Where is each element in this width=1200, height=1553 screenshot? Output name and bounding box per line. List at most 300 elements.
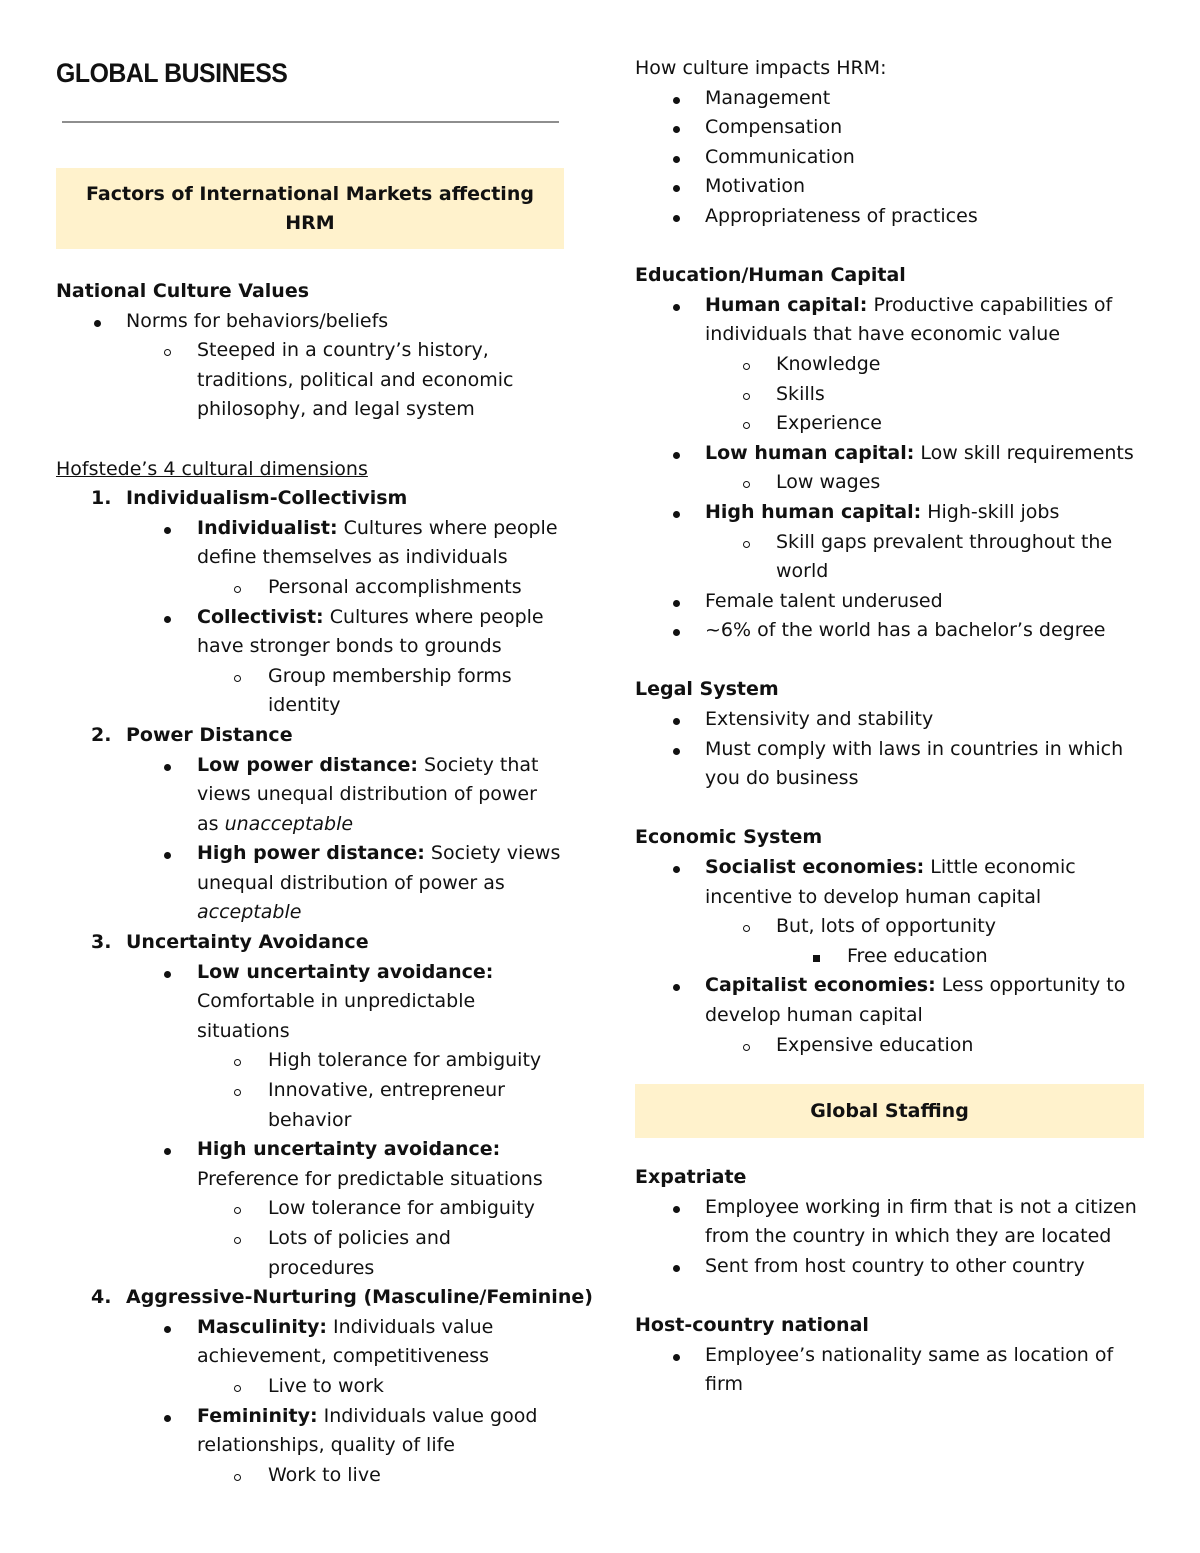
line-text xyxy=(268,1372,384,1402)
line-body: incentive to develop human capital xyxy=(705,885,1042,908)
list-item xyxy=(635,1001,1155,1031)
bullet-icon xyxy=(673,853,680,883)
term-label: Human capital: xyxy=(705,293,868,316)
line-text xyxy=(197,514,558,544)
list-item xyxy=(635,883,1155,913)
line-body: you do business xyxy=(705,767,859,790)
line-text xyxy=(126,484,407,514)
line-body: Aggressive-Nurturing (Masculine/Feminine) xyxy=(126,1286,593,1309)
circle-bullet-icon xyxy=(234,1076,241,1106)
list-item xyxy=(635,1222,1155,1252)
line-body: Less opportunity to xyxy=(935,974,1126,997)
list-item xyxy=(56,1224,566,1254)
line-text xyxy=(635,1311,869,1341)
section-heading xyxy=(56,277,566,307)
circle-bullet-icon xyxy=(234,1194,241,1224)
banner-line: Factors of International Markets affecting xyxy=(86,183,534,205)
line-body: identity xyxy=(268,694,341,717)
line-text xyxy=(705,439,1134,469)
line-text xyxy=(705,1193,1137,1223)
line-text xyxy=(197,395,475,425)
line-body: as xyxy=(197,812,225,835)
line-text xyxy=(197,1313,493,1343)
term-label: High power distance: xyxy=(197,842,425,865)
list-item xyxy=(56,662,566,692)
line-text xyxy=(268,691,341,721)
list-item xyxy=(56,632,566,662)
line-body: Individualism-Collectivism xyxy=(126,487,408,510)
line-text xyxy=(268,1461,381,1491)
line-body: Expensive education xyxy=(776,1033,974,1056)
line-body: Little economic xyxy=(924,856,1076,879)
list-item xyxy=(56,514,566,544)
bullet-icon xyxy=(164,514,171,544)
line-body: Preference for predictable situations xyxy=(197,1167,543,1190)
bullet-icon xyxy=(164,1313,171,1343)
line-body: Compensation xyxy=(705,116,843,139)
list-item xyxy=(635,143,1155,173)
list-item xyxy=(56,1402,566,1432)
line-text xyxy=(197,366,513,396)
list-item xyxy=(635,1193,1155,1223)
list-number: 1. xyxy=(91,487,112,510)
list-item xyxy=(56,395,566,425)
line-text xyxy=(197,898,301,928)
circle-bullet-icon xyxy=(743,380,750,410)
bullet-icon xyxy=(164,603,171,633)
blank-line xyxy=(635,794,1155,824)
list-item xyxy=(635,705,1155,735)
line-body: relationships, quality of life xyxy=(197,1434,455,1457)
list-item xyxy=(635,942,1155,972)
section-heading xyxy=(635,675,1155,705)
list-item xyxy=(635,54,1155,84)
line-text xyxy=(268,1106,351,1136)
line-body: Employee working in firm that is not a citizen xyxy=(705,1195,1137,1218)
line-text xyxy=(197,1165,543,1195)
line-text xyxy=(705,202,978,232)
line-text xyxy=(705,971,1125,1001)
line-body: Power Distance xyxy=(126,723,293,746)
line-text xyxy=(197,810,353,840)
line-body: Female talent underused xyxy=(705,589,943,612)
list-item xyxy=(56,1106,566,1136)
line-body: Society that xyxy=(418,753,539,776)
term-label: Socialist economies: xyxy=(705,856,925,879)
line-body: achievement, competitiveness xyxy=(197,1345,490,1368)
line-text xyxy=(197,543,508,573)
line-text xyxy=(705,498,1059,528)
line-text xyxy=(126,721,293,751)
line-text xyxy=(705,883,1041,913)
bullet-icon xyxy=(673,143,680,173)
blank-line xyxy=(635,1281,1155,1311)
right-content-bottom xyxy=(635,1163,1155,1400)
line-text xyxy=(847,942,988,972)
bullet-icon xyxy=(673,705,680,735)
line-body: Education/Human Capital xyxy=(635,264,906,287)
line-body: traditions, political and economic xyxy=(197,368,514,391)
line-text xyxy=(268,1046,541,1076)
line-text xyxy=(197,1135,500,1165)
bullet-icon xyxy=(673,735,680,765)
list-item xyxy=(635,380,1155,410)
list-number: 2. xyxy=(91,723,112,746)
list-item xyxy=(635,912,1155,942)
list-item xyxy=(635,971,1155,1001)
list-item xyxy=(56,839,566,869)
line-body: Personal accomplishments xyxy=(268,575,522,598)
list-item xyxy=(56,691,566,721)
list-item xyxy=(56,336,566,366)
list-item xyxy=(56,898,566,928)
line-text xyxy=(776,468,880,498)
circle-bullet-icon xyxy=(234,662,241,692)
line-body: behavior xyxy=(268,1108,352,1131)
list-item xyxy=(635,409,1155,439)
bullet-icon xyxy=(673,587,680,617)
list-item xyxy=(635,468,1155,498)
line-text xyxy=(197,603,544,633)
line-text xyxy=(268,573,522,603)
line-body: Communication xyxy=(705,145,855,168)
list-item xyxy=(56,573,566,603)
list-item xyxy=(635,1370,1155,1400)
list-item xyxy=(56,307,566,337)
line-body: procedures xyxy=(268,1256,375,1279)
list-item xyxy=(56,958,566,988)
line-text xyxy=(776,528,1112,558)
line-body: Host-country national xyxy=(635,1313,869,1336)
title-divider xyxy=(62,121,559,123)
line-body: philosophy, and legal system xyxy=(197,398,475,421)
line-text xyxy=(705,143,855,173)
term-label: Capitalist economies: xyxy=(705,974,936,997)
line-text xyxy=(197,1017,290,1047)
bullet-icon xyxy=(673,291,680,321)
section-heading xyxy=(635,1163,1155,1193)
bullet-icon xyxy=(673,1252,680,1282)
line-body: Low skill requirements xyxy=(914,441,1134,464)
line-text xyxy=(197,869,505,899)
circle-bullet-icon xyxy=(234,1046,241,1076)
section-heading xyxy=(635,823,1155,853)
banner-line: Global Staffing xyxy=(810,1100,969,1122)
circle-bullet-icon xyxy=(234,1372,241,1402)
square-bullet-icon xyxy=(813,942,820,972)
line-text xyxy=(126,307,388,337)
list-item xyxy=(635,498,1155,528)
list-item xyxy=(635,528,1155,558)
section-heading xyxy=(635,1311,1155,1341)
blank-line xyxy=(635,646,1155,676)
line-text xyxy=(197,1402,537,1432)
line-text xyxy=(197,839,560,869)
list-item xyxy=(635,320,1155,350)
line-text xyxy=(268,1076,505,1106)
term-label: Low human capital: xyxy=(705,441,915,464)
line-body: Uncertainty Avoidance xyxy=(126,931,369,954)
line-body: Society views xyxy=(424,842,561,865)
line-body: Live to work xyxy=(268,1374,384,1397)
bullet-icon xyxy=(164,1402,171,1432)
line-body: Economic System xyxy=(635,826,823,849)
list-item xyxy=(635,291,1155,321)
line-body: Work to live xyxy=(268,1463,381,1486)
list-item xyxy=(56,603,566,633)
line-body: Hofstede’s 4 cultural dimensions xyxy=(56,457,368,480)
line-text xyxy=(197,987,475,1017)
line-text xyxy=(126,928,369,958)
line-body: Group membership forms xyxy=(268,664,512,687)
line-text xyxy=(268,1224,451,1254)
line-text xyxy=(56,277,309,307)
list-item xyxy=(56,1135,566,1165)
section-banner-international-markets xyxy=(56,168,564,249)
line-text xyxy=(197,632,502,662)
circle-bullet-icon xyxy=(164,336,171,366)
line-text xyxy=(705,1222,1111,1252)
line-body: individuals that have economic value xyxy=(705,323,1061,346)
list-item xyxy=(56,1313,566,1343)
list-item xyxy=(635,84,1155,114)
bullet-icon xyxy=(673,439,680,469)
list-item xyxy=(635,764,1155,794)
bullet-icon xyxy=(673,1341,680,1371)
line-text xyxy=(197,1342,489,1372)
circle-bullet-icon xyxy=(234,1224,241,1254)
list-item xyxy=(635,1341,1155,1371)
line-body: Norms for behaviors/beliefs xyxy=(126,309,389,332)
line-text xyxy=(705,172,805,202)
section-heading xyxy=(635,261,1155,291)
list-item xyxy=(56,1254,566,1284)
line-text xyxy=(705,1252,1085,1282)
line-text xyxy=(776,557,828,587)
list-item xyxy=(56,1194,566,1224)
banner-line: HRM xyxy=(285,212,335,234)
circle-bullet-icon xyxy=(743,528,750,558)
list-number: 4. xyxy=(91,1286,112,1309)
line-body: Appropriateness of practices xyxy=(705,204,978,227)
term-label: Femininity: xyxy=(197,1404,318,1427)
list-item xyxy=(635,616,1155,646)
term-label: Collectivist: xyxy=(197,605,324,628)
line-text xyxy=(197,780,537,810)
line-body: Cultures where people xyxy=(337,516,558,539)
list-item xyxy=(56,455,566,485)
document-title: GLOBAL BUSINESS xyxy=(56,58,288,88)
line-body: Motivation xyxy=(705,175,806,198)
term-label: Individualist: xyxy=(197,516,338,539)
line-body: Lots of policies and xyxy=(268,1227,451,1249)
list-item xyxy=(635,439,1155,469)
line-body: High tolerance for ambiguity xyxy=(268,1049,542,1072)
right-content-top xyxy=(635,54,1155,1060)
line-body: Sent from host country to other country xyxy=(705,1254,1085,1277)
bullet-icon xyxy=(164,1135,171,1165)
list-item xyxy=(56,543,566,573)
line-text xyxy=(705,291,1112,321)
bullet-icon xyxy=(673,1193,680,1223)
bullet-icon xyxy=(673,113,680,143)
line-text xyxy=(268,662,512,692)
line-body: Free education xyxy=(847,944,988,967)
line-body: Extensivity and stability xyxy=(705,708,934,731)
line-text xyxy=(705,84,830,114)
line-body: Low tolerance for ambiguity xyxy=(268,1197,535,1220)
list-item xyxy=(635,587,1155,617)
bullet-icon xyxy=(673,971,680,1001)
list-item xyxy=(56,987,566,1017)
line-body: How culture impacts HRM: xyxy=(635,57,887,79)
list-item xyxy=(56,780,566,810)
line-text xyxy=(705,735,1123,765)
line-text xyxy=(776,409,882,439)
line-text xyxy=(705,113,842,143)
line-body: Productive capabilities of xyxy=(867,293,1113,316)
list-item xyxy=(635,350,1155,380)
bullet-icon xyxy=(673,202,680,232)
circle-bullet-icon xyxy=(234,1461,241,1491)
line-text xyxy=(268,1194,535,1224)
section-heading xyxy=(56,928,566,958)
line-text xyxy=(635,261,906,291)
list-item xyxy=(56,810,566,840)
circle-bullet-icon xyxy=(234,573,241,603)
line-body: National Culture Values xyxy=(56,280,310,302)
line-text xyxy=(705,616,1106,646)
line-text xyxy=(705,1341,1113,1371)
bullet-icon xyxy=(94,307,101,337)
list-item xyxy=(56,869,566,899)
section-heading xyxy=(56,721,566,751)
line-text xyxy=(705,320,1060,350)
line-body: develop human capital xyxy=(705,1004,923,1026)
left-content xyxy=(56,277,593,1490)
list-item xyxy=(635,202,1155,232)
list-item xyxy=(635,853,1155,883)
line-body: Knowledge xyxy=(776,352,881,375)
list-item xyxy=(635,113,1155,143)
line-text xyxy=(56,455,368,485)
term-label: High human capital: xyxy=(705,500,922,523)
line-body: Cultures where people xyxy=(323,605,544,628)
list-item xyxy=(56,1076,566,1106)
list-item xyxy=(56,1431,566,1461)
line-body: Steeped in a country’s history, xyxy=(197,339,489,362)
line-text xyxy=(776,1031,973,1061)
line-body: define themselves as individuals xyxy=(197,546,508,569)
line-text xyxy=(705,705,933,735)
list-item xyxy=(56,366,566,396)
line-body: Management xyxy=(705,86,831,109)
line-text xyxy=(635,823,822,853)
line-text xyxy=(268,1254,374,1284)
section-banner-global-staffing xyxy=(635,1084,1144,1138)
line-text xyxy=(776,380,825,410)
line-text xyxy=(705,764,858,794)
line-body: High-skill jobs xyxy=(921,500,1060,523)
line-text xyxy=(635,675,779,705)
list-item xyxy=(635,172,1155,202)
bullet-icon xyxy=(673,84,680,114)
list-item xyxy=(635,1031,1155,1061)
term-label: Low uncertainty avoidance: xyxy=(197,960,494,983)
line-body: Skill gaps prevalent throughout the xyxy=(776,530,1113,553)
list-item xyxy=(56,1017,566,1047)
list-item xyxy=(56,1046,566,1076)
line-text xyxy=(197,1431,455,1461)
line-body: Individuals value xyxy=(326,1315,494,1338)
list-item xyxy=(635,557,1155,587)
list-item xyxy=(56,1342,566,1372)
line-text xyxy=(197,751,538,781)
circle-bullet-icon xyxy=(743,912,750,942)
bullet-icon xyxy=(673,616,680,646)
list-item xyxy=(56,1165,566,1195)
line-body: Low wages xyxy=(776,471,881,494)
list-number: 3. xyxy=(91,931,112,954)
emphasis-text: unacceptable xyxy=(224,812,354,835)
line-text xyxy=(776,912,996,942)
line-body: situations xyxy=(197,1019,290,1042)
line-body: Skills xyxy=(776,382,825,405)
list-item xyxy=(56,1461,566,1491)
line-text xyxy=(635,54,886,84)
list-item xyxy=(635,1252,1155,1282)
circle-bullet-icon xyxy=(743,350,750,380)
line-body: unequal distribution of power as xyxy=(197,871,505,894)
line-body: Must comply with laws in countries in which xyxy=(705,737,1124,760)
bullet-icon xyxy=(164,751,171,781)
line-text xyxy=(705,1370,743,1400)
emphasis-text: acceptable xyxy=(197,901,302,924)
line-body: Expatriate xyxy=(635,1166,747,1188)
bullet-icon xyxy=(164,958,171,988)
blank-line xyxy=(56,425,566,455)
line-text xyxy=(705,587,943,617)
line-body: from the country in which they are located xyxy=(705,1225,1112,1248)
line-body: Individuals value good xyxy=(317,1404,538,1427)
circle-bullet-icon xyxy=(743,468,750,498)
line-text xyxy=(197,336,489,366)
line-body: have stronger bonds to grounds xyxy=(197,635,502,658)
circle-bullet-icon xyxy=(743,409,750,439)
section-heading xyxy=(56,1283,593,1313)
bullet-icon xyxy=(164,839,171,869)
list-item xyxy=(56,1372,566,1402)
line-body: world xyxy=(776,560,829,583)
bullet-icon xyxy=(673,498,680,528)
line-text xyxy=(705,853,1076,883)
circle-bullet-icon xyxy=(743,1031,750,1061)
term-label: Masculinity: xyxy=(197,1315,327,1338)
bullet-icon xyxy=(673,172,680,202)
line-body: firm xyxy=(705,1373,743,1396)
line-body: Legal System xyxy=(635,678,779,701)
term-label: Low power distance: xyxy=(197,753,419,776)
line-text xyxy=(776,350,880,380)
list-item xyxy=(635,735,1155,765)
line-body: Employee’s nationality same as location of xyxy=(705,1343,1114,1366)
section-heading xyxy=(56,484,566,514)
line-body: ~6% of the world has a bachelor’s degree xyxy=(705,619,1106,642)
line-text xyxy=(705,1001,923,1031)
line-body: views unequal distribution of power xyxy=(197,783,537,806)
line-text xyxy=(635,1163,746,1193)
line-text xyxy=(197,958,493,988)
